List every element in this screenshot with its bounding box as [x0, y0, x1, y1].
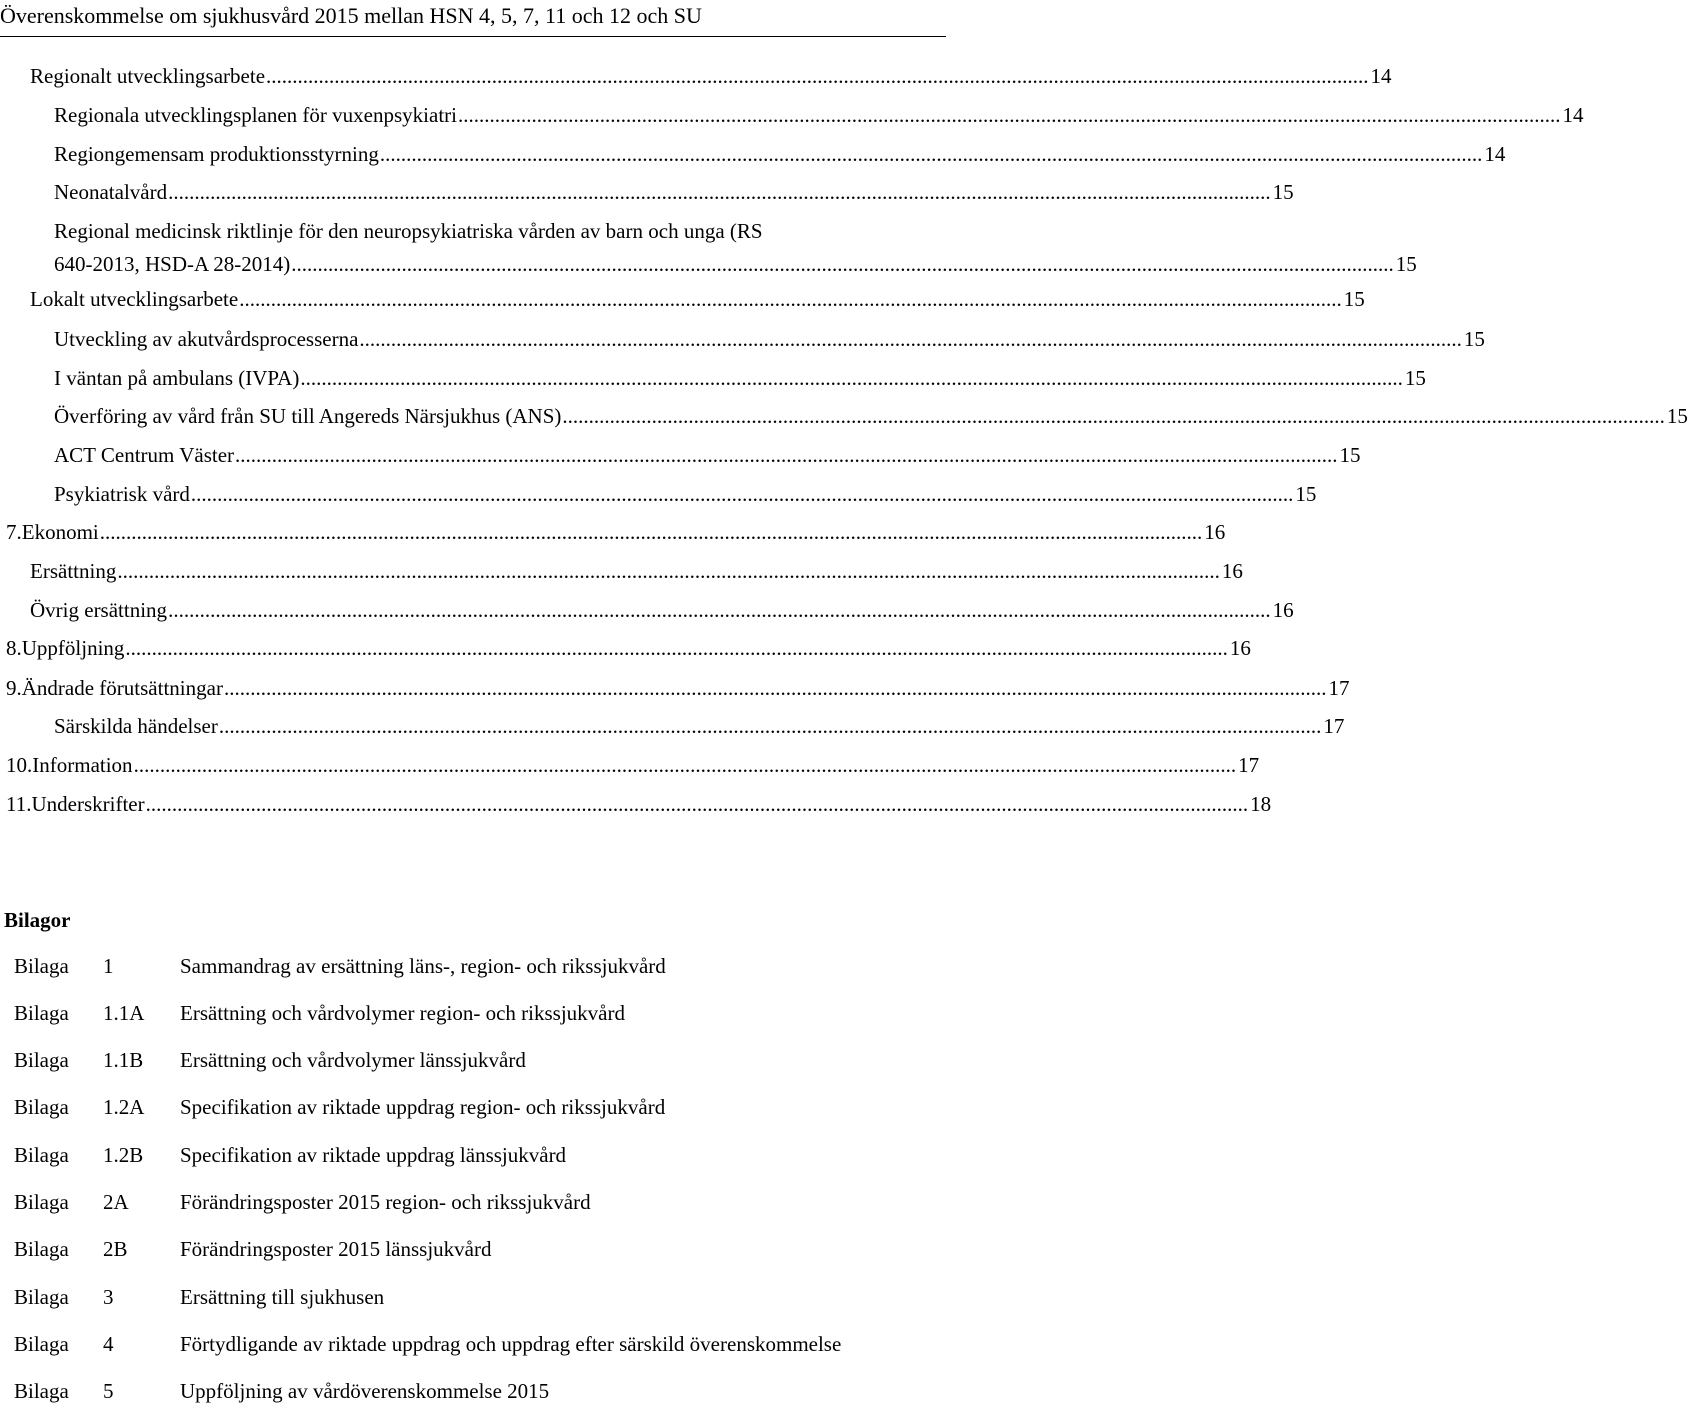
toc-entry-title: Särskilda händelser [54, 714, 218, 738]
bilaga-label: Bilaga [14, 1332, 69, 1356]
toc-page-number: 14 [1370, 64, 1392, 88]
toc-entry[interactable] [30, 60, 1392, 92]
toc-page-number: 17 [1323, 714, 1345, 738]
toc-page-number: 16 [1229, 636, 1251, 660]
toc-entry[interactable] [54, 439, 1361, 471]
bilaga-code: 1.2B [103, 1143, 144, 1167]
toc-leader-dots: .................................................................................................................................................................................................................. [145, 792, 1249, 816]
toc-entry-title: Lokalt utvecklingsarbete [30, 287, 239, 311]
toc-page-number: 15 [1343, 287, 1365, 311]
toc-page-number: 15 [1463, 327, 1485, 351]
bilaga-label: Bilaga [14, 1048, 69, 1072]
toc-page-number: 18 [1250, 792, 1272, 816]
toc-leader-dots: .................................................................................................................................................................................................................. [223, 676, 1327, 700]
toc-entry-title: Underskrifter [31, 792, 145, 816]
toc-entry-title: Regiongemensam produktionsstyrning [54, 142, 379, 166]
toc-entry-title: Ersättning [30, 559, 117, 583]
toc-entry-title: I väntan på ambulans (IVPA) [54, 366, 300, 390]
toc-leader-dots: .................................................................................................................................................................................................................. [457, 103, 1561, 127]
toc-leader-dots: .................................................................................................................................................................................................................. [117, 559, 1220, 583]
bilaga-label: Bilaga [14, 1285, 69, 1309]
toc-entry[interactable] [54, 323, 1485, 355]
toc-leader-dots: .................................................................................................................................................................................................................. [291, 252, 1394, 276]
toc-entry[interactable] [54, 478, 1317, 510]
header-rule [0, 36, 946, 37]
toc-page-number: 15 [1404, 366, 1426, 390]
page-header: Överenskommelse om sjukhusvård 2015 mellan HSN 4, 5, 7, 11 och 12 och SU [0, 3, 702, 28]
bilaga-code: 2B [103, 1237, 128, 1261]
toc-leader-dots: .................................................................................................................................................................................................................. [562, 404, 1665, 428]
toc-page-number: 15 [1295, 482, 1317, 506]
toc-section-number: 11. [6, 792, 32, 816]
toc-entry-title: Regionalt utvecklingsarbete [30, 64, 266, 88]
toc-entry[interactable] [54, 710, 1345, 742]
bilaga-title: Ersättning och vårdvolymer länssjukvård [180, 1048, 526, 1072]
bilaga-code: 1.1A [103, 1001, 145, 1025]
bilagor-heading: Bilagor [4, 908, 71, 932]
toc-entry[interactable] [54, 138, 1506, 170]
toc-leader-dots: .................................................................................................................................................................................................................. [190, 482, 1294, 506]
toc-entry-title: Ändrade förutsättningar [21, 676, 223, 700]
toc-leader-dots: .................................................................................................................................................................................................................. [218, 714, 1322, 738]
toc-leader-dots: .................................................................................................................................................................................................................. [168, 180, 1271, 204]
toc-section-number: 10. [6, 753, 33, 777]
toc-entry[interactable] [54, 362, 1426, 394]
toc-entry[interactable] [30, 283, 1365, 315]
toc-leader-dots: .................................................................................................................................................................................................................. [125, 636, 1228, 660]
toc-entry[interactable] [54, 248, 1417, 280]
toc-entry[interactable] [6, 672, 1350, 704]
toc-entry[interactable] [6, 788, 1272, 820]
toc-entry[interactable] [6, 516, 1226, 548]
toc-entry-title: Överföring av vård från SU till Angereds Närsjukhus (ANS) [54, 404, 562, 428]
bilaga-label: Bilaga [14, 1095, 69, 1119]
bilaga-title: Sammandrag av ersättning läns-, region- och rikssjukvård [180, 954, 666, 978]
bilaga-label: Bilaga [14, 1001, 69, 1025]
toc-page-number: 15 [1339, 443, 1361, 467]
bilaga-title: Förtydligande av riktade uppdrag och uppdrag efter särskild överenskommelse [180, 1332, 842, 1356]
bilaga-code: 2A [103, 1190, 129, 1214]
toc-entry-title: Neonatalvård [54, 180, 168, 204]
bilaga-label: Bilaga [14, 1190, 69, 1214]
bilaga-label: Bilaga [14, 1143, 69, 1167]
bilaga-title: Förändringsposter 2015 region- och rikssjukvård [180, 1190, 591, 1214]
toc-page-number: 15 [1395, 252, 1417, 276]
toc-entry-title: Övrig ersättning [30, 598, 168, 622]
toc-section-number: 9. [6, 676, 22, 700]
bilaga-code: 4 [103, 1332, 114, 1356]
toc-page-number: 16 [1272, 598, 1294, 622]
toc-leader-dots: .................................................................................................................................................................................................................. [168, 598, 1271, 622]
toc-entry-title-line1[interactable]: Regional medicinsk riktlinje för den neuropsykiatriska vården av barn och unga (RS [54, 219, 763, 243]
bilaga-title: Uppföljning av vårdöverenskommelse 2015 [180, 1379, 550, 1403]
bilaga-code: 1.1B [103, 1048, 144, 1072]
bilaga-label: Bilaga [14, 954, 69, 978]
toc-leader-dots: .................................................................................................................................................................................................................. [99, 520, 1203, 544]
bilaga-code: 3 [103, 1285, 114, 1309]
toc-entry[interactable] [30, 594, 1294, 626]
toc-page-number: 14 [1562, 103, 1584, 127]
toc-page-number: 15 [1272, 180, 1294, 204]
toc-entry-title-line2: 640-2013, HSD-A 28-2014) [54, 252, 291, 276]
toc-entry[interactable] [54, 99, 1584, 131]
toc-entry[interactable] [6, 632, 1251, 664]
bilaga-code: 1.2A [103, 1095, 145, 1119]
toc-page-number: 15 [1666, 404, 1688, 428]
toc-page-number: 16 [1221, 559, 1243, 583]
toc-entry[interactable] [30, 555, 1243, 587]
toc-leader-dots: .................................................................................................................................................................................................................. [239, 287, 1342, 311]
bilaga-title: Specifikation av riktade uppdrag länssjukvård [180, 1143, 567, 1167]
toc-entry-title: Psykiatrisk vård [54, 482, 190, 506]
toc-entry-title: Ekonomi [21, 520, 99, 544]
bilaga-code: 5 [103, 1379, 114, 1403]
toc-entry[interactable] [6, 749, 1260, 781]
bilaga-title: Förändringsposter 2015 länssjukvård [180, 1237, 492, 1261]
toc-entry[interactable] [54, 176, 1294, 208]
toc-page-number: 16 [1204, 520, 1226, 544]
toc-section-number: 8. [6, 636, 22, 660]
bilaga-label: Bilaga [14, 1379, 69, 1403]
toc-entry-title: Information [32, 753, 133, 777]
toc-leader-dots: .................................................................................................................................................................................................................. [359, 327, 1462, 351]
bilaga-title: Specifikation av riktade uppdrag region- och rikssjukvård [180, 1095, 666, 1119]
bilaga-title: Ersättning till sjukhusen [180, 1285, 385, 1309]
bilaga-label: Bilaga [14, 1237, 69, 1261]
toc-leader-dots: .................................................................................................................................................................................................................. [266, 64, 1369, 88]
toc-section-number: 7. [6, 520, 22, 544]
toc-page-number: 14 [1484, 142, 1506, 166]
toc-leader-dots: .................................................................................................................................................................................................................. [379, 142, 1483, 166]
toc-entry-title: Utveckling av akutvårdsprocesserna [54, 327, 359, 351]
bilaga-title: Ersättning och vårdvolymer region- och rikssjukvård [180, 1001, 625, 1025]
toc-entry-title: Uppföljning [21, 636, 125, 660]
bilaga-code: 1 [103, 954, 114, 978]
toc-entry-title: Regionala utvecklingsplanen för vuxenpsykiatri [54, 103, 457, 127]
toc-entry-title: ACT Centrum Väster [54, 443, 235, 467]
toc-page-number: 17 [1328, 676, 1350, 700]
toc-entry[interactable] [54, 400, 1688, 432]
toc-page-number: 17 [1238, 753, 1260, 777]
toc-leader-dots: .................................................................................................................................................................................................................. [300, 366, 1403, 390]
toc-leader-dots: .................................................................................................................................................................................................................. [133, 753, 1237, 777]
toc-leader-dots: .................................................................................................................................................................................................................. [235, 443, 1338, 467]
